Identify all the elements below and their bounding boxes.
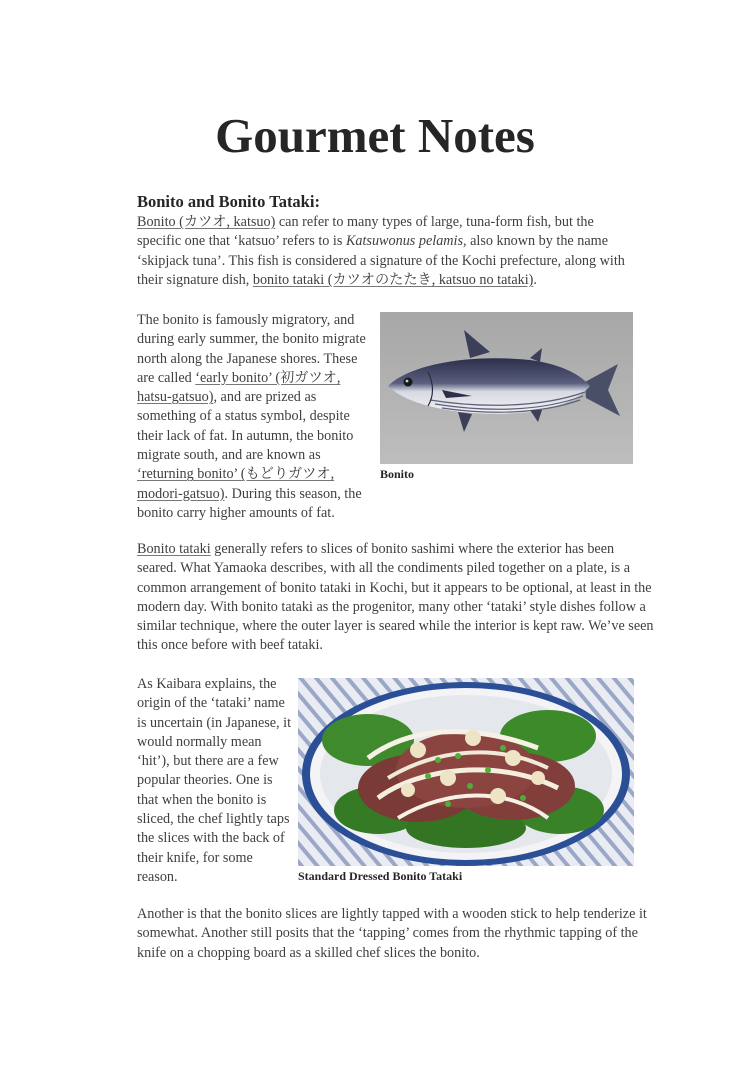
paragraph-intro (137, 213, 637, 290)
tataki-dish-illustration (298, 678, 634, 866)
page-title: Gourmet Notes (215, 108, 535, 163)
tataki-caption: Standard Dressed Bonito Tataki (298, 869, 463, 883)
link-early-bonito[interactable]: ‘early bonito’ (初ガツオ, hatsu-gatsuo) (137, 369, 341, 406)
paragraph-theories: Another is that the bonito slices are lightly tapped with a wooden stick to help tenderize it somewhat. Another still posits that the ‘tapping’ comes from the rhythmic tapping of the knife on a chopping board as a skilled chef slices the bonito. (137, 906, 647, 961)
text: , and are prized as something of a status symbol, despite their lack of fat. In autumn, the bonito migrate south, and are known as (137, 389, 354, 464)
paragraph-tataki (137, 540, 657, 656)
paragraph-origin: As Kaibara explains, the origin of the ‘tataki’ name is uncertain (in Japanese, it would normally mean ‘hit’), but there are a few popular theories. One is that when the bonito is sliced, the chef lightly taps the slices with the back of their knife, for some reason. (137, 676, 292, 885)
link-returning-bonito[interactable]: ‘returning bonito’ (もどりガツオ, modori-gatsuo) (137, 466, 335, 502)
text: can refer to many types of large, tuna-form fish, but the specific one that ‘katsuo’ refers to is (137, 214, 594, 250)
text: . (533, 271, 537, 288)
bonito-fish-illustration (380, 312, 633, 464)
text: generally refers to slices of bonito sashimi where the exterior has been seared. What Yamaoka describes, with all the condiments piled together on a plate, is a common arrangement of bonito tataki in Kochi, but it appears to be optional, at least in the modern day. With bonito tataki as the progenitor, many other ‘tataki’ style dishes follow a similar technique, where the outer layer is seared while the interior is kept raw. We’ve seen this once before with beef tataki. (137, 541, 654, 654)
link-bonito-tataki[interactable]: bonito tataki (カツオのたたき, katsuo no tataki) (252, 271, 534, 288)
bonito-tataki-image (298, 678, 634, 866)
bonito-image (380, 312, 633, 464)
bonito-caption: Bonito (380, 467, 415, 481)
section-heading: Bonito and Bonito Tataki: (137, 192, 320, 211)
paragraph-migration (137, 311, 377, 523)
link-bonito-tataki-2[interactable]: Bonito tataki (137, 541, 211, 557)
text: . During this season, the bonito carry higher amounts of fat. (137, 485, 362, 521)
text: The bonito is famously migratory, and during early summer, the bonito migrate north along the Japanese shores. These are called (137, 312, 366, 386)
text: , also known by the name ‘skipjack tuna’. This fish is considered a signature of the Kochi prefecture, along with their signature dish, (137, 233, 625, 288)
species-name: Katsuwonus pelamis (345, 233, 463, 250)
link-bonito[interactable]: Bonito (カツオ, katsuo) (137, 214, 276, 230)
